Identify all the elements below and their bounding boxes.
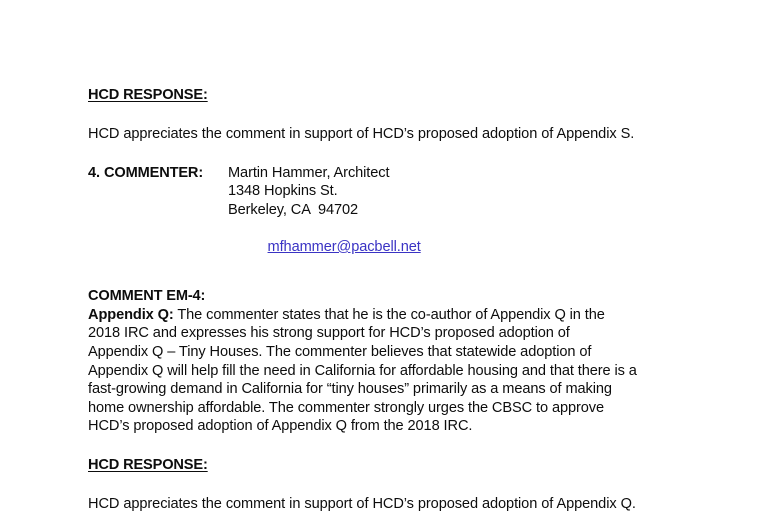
commenter-number: 4. — [88, 164, 100, 181]
comment-lead-label: Appendix Q: — [88, 306, 174, 323]
spacer — [88, 104, 678, 125]
spacer — [88, 144, 678, 164]
comment-first-line — [88, 306, 678, 325]
comment-line-0: The commenter states that he is the co-author of Appendix Q in the — [173, 306, 605, 323]
hcd-response-body-s: HCD appreciates the comment in support of HCD’s proposed adoption of Appendix S. — [88, 126, 635, 142]
spacer — [88, 474, 678, 495]
commenter-details — [228, 164, 678, 276]
comment-line: Appendix Q will help fill the need in California for affordable housing and that there is a — [88, 362, 637, 379]
comment-line: home ownership affordable. The commenter strongly urges the CBSC to approve — [88, 399, 604, 416]
comment-body — [88, 306, 678, 436]
commenter-email-link[interactable]: mfhammer@pacbell.net — [267, 238, 421, 255]
commenter-label: COMMENTER: — [104, 164, 204, 181]
comment-line: fast-growing demand in California for “tiny houses” primarily as a means of making — [88, 381, 612, 398]
comment-line: 2018 IRC and expresses his strong support for HCD’s proposed adoption of — [88, 325, 570, 342]
hcd-response-heading-q: HCD RESPONSE: — [88, 456, 208, 473]
spacer — [88, 275, 678, 287]
commenter-block — [88, 164, 678, 276]
spacer — [88, 436, 678, 456]
page-content — [88, 86, 678, 514]
hcd-response-body-q: HCD appreciates the comment in support of HCD’s proposed adoption of Appendix Q. — [88, 495, 636, 512]
hcd-response-heading-s: HCD RESPONSE: — [88, 87, 208, 103]
commenter-name: Martin Hammer, Architect — [228, 164, 390, 181]
comment-line: HCD’s proposed adoption of Appendix Q from the 2018 IRC. — [88, 418, 473, 435]
commenter-street: 1348 Hopkins St. — [228, 183, 338, 200]
comment-title: COMMENT EM-4: — [88, 288, 206, 305]
comment-line: Appendix Q – Tiny Houses. The commenter believes that statewide adoption of — [88, 343, 592, 360]
commenter-city-state-zip: Berkeley, CA 94702 — [228, 201, 359, 218]
